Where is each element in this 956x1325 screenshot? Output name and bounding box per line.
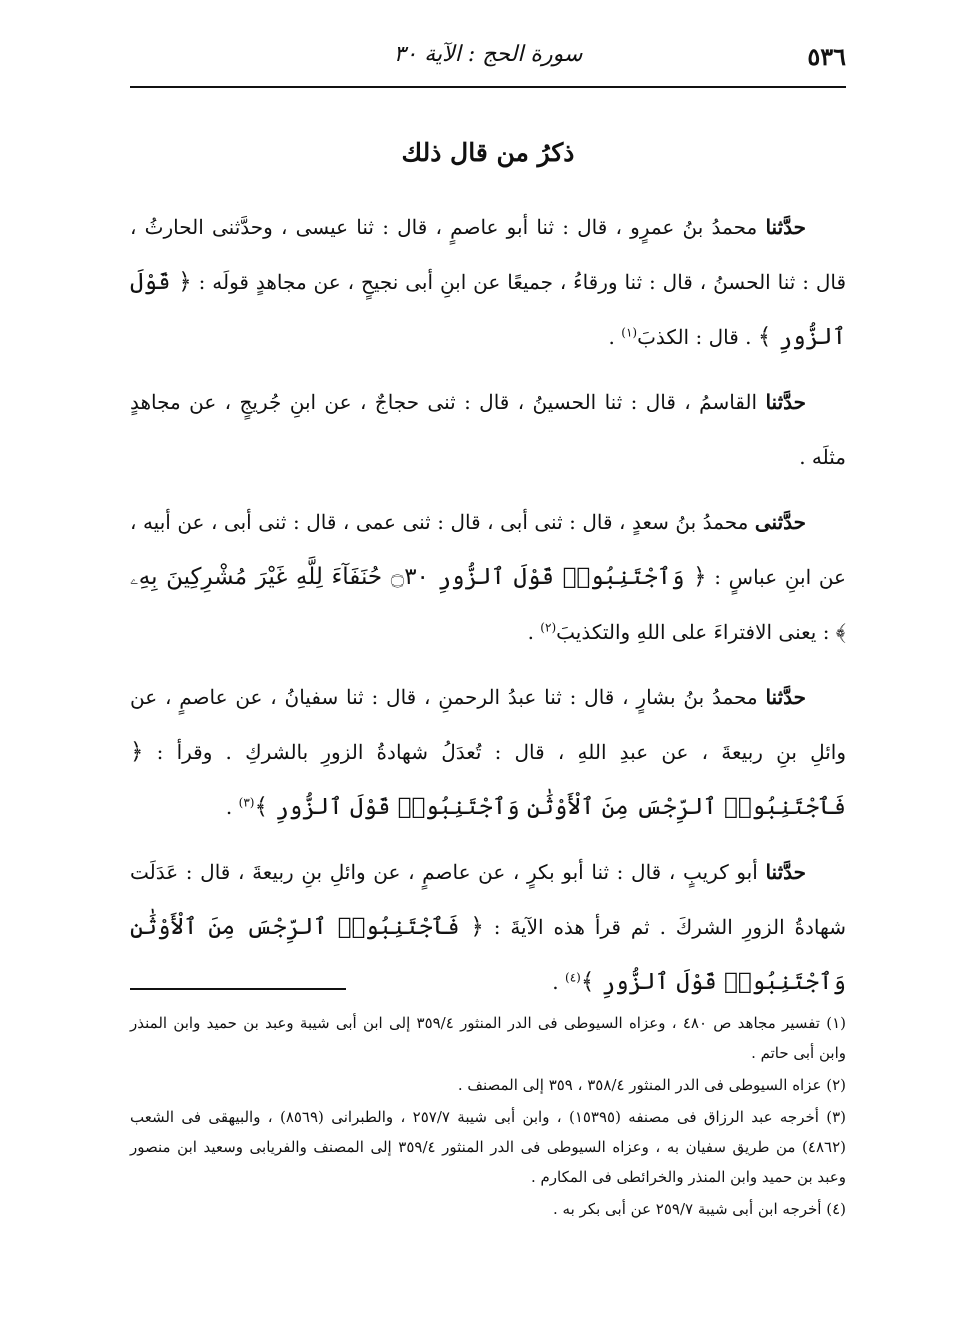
footnote-marker: (٣)	[238, 795, 255, 810]
footnotes	[130, 1008, 846, 1226]
footnote-2: (٢) عزاه السيوطى فى الدر المنثور ٣٥٨/٤ ، ٣٥٩ إلى المصنف .	[457, 1076, 846, 1094]
book-page	[130, 30, 846, 1300]
running-title: سورة الحج : الآية ٣٠	[393, 42, 583, 67]
narration-lead: حدَّثنا	[765, 685, 806, 709]
page-header	[130, 30, 846, 88]
section-title: ذكرُ من قال ذلك	[401, 138, 575, 167]
paragraph-4	[130, 670, 846, 835]
footnote-marker: (١)	[621, 325, 638, 340]
footnote-1: (١) تفسير مجاهد ص ٤٨٠ ، وعزاه السيوطى فى الدر المنثور ٣٥٩/٤ إلى ابن أبى شيبة وعبد بن حميد وابن المنذر وابن أبى حاتم .	[130, 1014, 846, 1062]
quran-quote: ﴿ فَٱجْتَنِبُوا۟ ٱلرِّجْسَ مِنَ ٱلْأَوْثَٰنِ وَٱجْتَنِبُوا۟ قَوْلَ ٱلزُّورِ ﴾	[130, 914, 846, 995]
narration-text: القاسمُ ، قال : ثنا الحسينُ ، قال : ثنى حجاجٌ ، عن ابنِ جُريجٍ ، عن مجاهدٍ مثلَه .	[130, 390, 846, 469]
narration-end: .	[225, 795, 239, 819]
page-number: ٥٣٦	[807, 42, 846, 71]
quran-quote: ﴿ وَٱجْتَنِبُوا۟ قَوْلَ ٱلزُّورِ ۝٣٠ حُنَفَآءَ لِلَّهِ غَيْرَ مُشْرِكِينَ بِهِۦ ﴾	[130, 564, 846, 645]
narration-end: .	[608, 325, 622, 349]
footnote-4: (٤) أخرجه ابن أبى شيبة ٢٥٩/٧ عن أبى بكر به .	[553, 1200, 846, 1218]
narration-end: .	[527, 620, 541, 644]
narration-lead: حدَّثنى	[754, 510, 806, 534]
narration-end: .	[552, 970, 565, 994]
paragraph-5	[130, 845, 846, 1010]
footnote-marker: (٢)	[540, 620, 557, 635]
paragraph-3	[130, 495, 846, 660]
narration-text: محمدُ بنُ عمرٍو ، قال : ثنا أبو عاصمٍ ، قال : ثنا عيسى ، وحدَّثنى الحارثُ ، قال : ثنا الحسنُ ، قال : ثنا ورقاءُ ، جميعًا عن ابنِ أبى نجيحٍ ، عن مجاهدٍ قولَه :	[130, 215, 847, 294]
narration-lead: حدَّثنا	[765, 390, 806, 414]
footnote-divider	[130, 988, 346, 990]
body-text	[130, 200, 846, 1020]
quran-quote: ﴿ قَوْلَ ٱلزُّورِ ﴾	[130, 269, 846, 350]
paragraph-2	[130, 375, 846, 485]
narration-text: محمدُ بنُ بشارٍ ، قال : ثنا عبدُ الرحمنِ ، قال : ثنا سفيانُ ، عن عاصمٍ ، عن وائلِ بنِ ربيعةَ ، عن عبدِ اللهِ ، قال : تُعدَلُ شهادةُ الزورِ بالشركِ . وقرأ :	[130, 685, 846, 764]
footnote-marker: (٤)	[565, 970, 581, 985]
narration-after: : يعنى الافتراءَ على اللهِ والتكذيبَ	[556, 620, 836, 644]
narration-lead: حدَّثنا	[765, 860, 807, 884]
footnote-3: (٣) أخرجه عبد الرزاق فى مصنفه (١٥٣٩٥) ، وابن أبى شيبة ٢٥٧/٧ ، والطبرانى (٨٥٦٩) ، والبيهقى فى الشعب (٤٨٦٢) من طريق سفيان به ، وعزاه السيوطى فى الدر المنثور ٣٥٩/٤ إلى المصنف والفريابى وسعيد ابن منصور وعبد بن حميد وابن المنذر والخرائطى فى المكارم .	[130, 1108, 847, 1186]
narration-text: أبو كريبٍ ، قال : ثنا أبو بكرٍ ، عن عاصمٍ ، عن وائلِ بنِ ربيعةَ ، قال : عَدَلَت شهادةُ الزورِ الشركَ . ثم قرأ هذه الآيةَ :	[130, 860, 846, 939]
narration-text: محمدُ بنُ سعدٍ ، قال : ثنى أبى ، قال : ثنى عمى ، قال : ثنى أبى ، عن أبيه ، عن ابنِ عباسٍ :	[130, 510, 846, 589]
paragraph-1	[130, 200, 846, 365]
narration-after: . قال : الكذبَ	[637, 325, 758, 349]
quran-quote: ﴿ فَٱجْتَنِبُوا۟ ٱلرِّجْسَ مِنَ ٱلْأَوْثَٰنِ وَٱجْتَنِبُوا۟ قَوْلَ ٱلزُّورِ ﴾	[130, 739, 846, 820]
narration-lead: حدَّثنا	[765, 215, 806, 239]
